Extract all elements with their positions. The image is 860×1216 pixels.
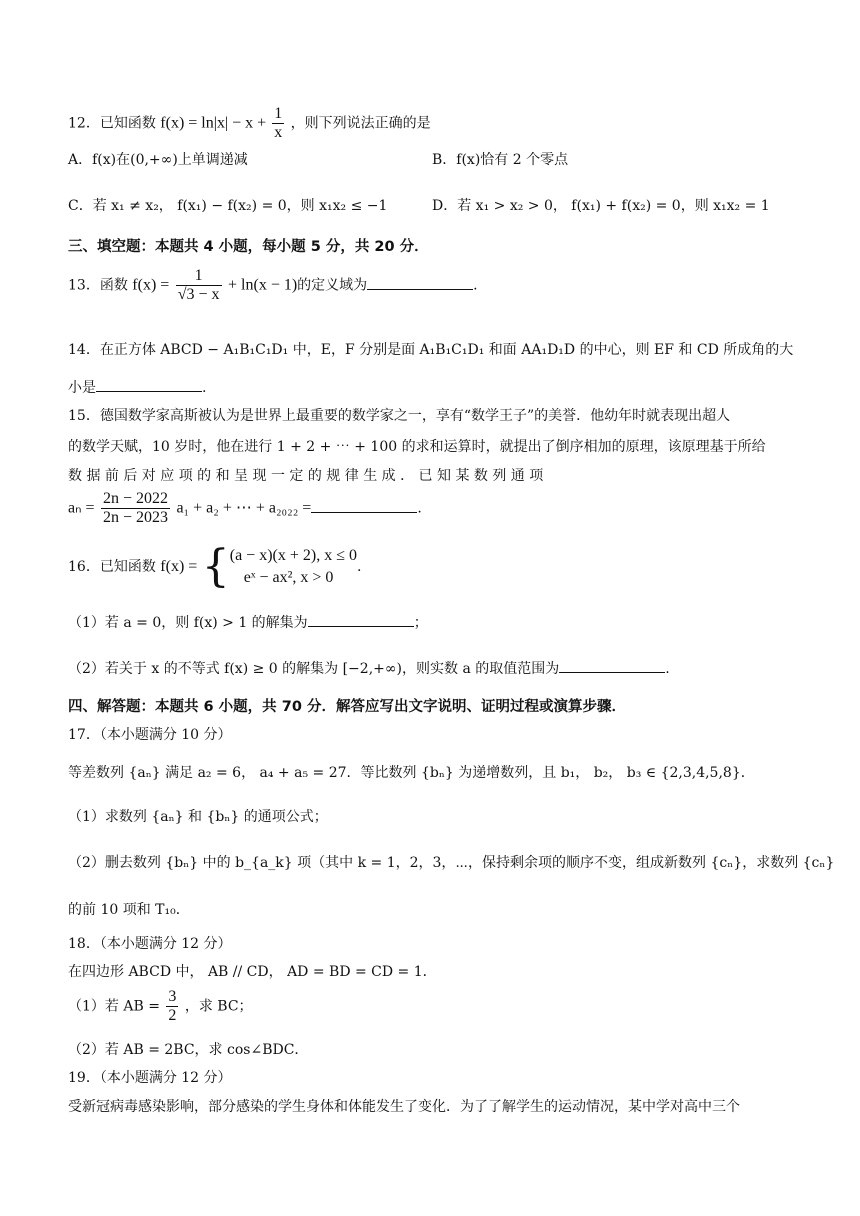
q13-fraction: [176, 267, 222, 304]
q16-part1-blank[interactable]: [308, 612, 414, 627]
q15-end: .: [417, 500, 422, 517]
q15-fraction: [101, 490, 170, 527]
q16-end: .: [357, 559, 362, 575]
q16-piecewise: [230, 545, 357, 589]
q13-pre: 13．函数: [68, 277, 128, 294]
q13-frac-den: √3 − x: [177, 286, 220, 303]
q16-part2-end: .: [665, 661, 670, 677]
q15-sum: a₁ + a₂ + ⋯ + a₂₀₂₂ =: [176, 499, 312, 517]
q16-fx: f(x) =: [160, 558, 198, 575]
q12-frac-num: 1: [274, 105, 283, 122]
q14-line1: 14．在正方体 ABCD − A₁B₁C₁D₁ 中，E，F 分别是面 A₁B₁C₁D₁ 和面 AA₁D₁D 的中心，则 EF 和 CD 所成角的大: [68, 342, 794, 358]
q19-line1: 受新冠病毒感染影响，部分感染的学生身体和体能发生了变化．为了了解学生的运动情况，某中学对高中三个: [68, 1099, 740, 1115]
q18-line1: 在四边形 ABCD 中， AB // CD， AD = BD = CD = 1．: [68, 964, 437, 980]
q13: [68, 267, 478, 304]
q15-formula: [68, 490, 422, 527]
q13-frac-num: 1: [176, 267, 222, 286]
q16-part2-blank[interactable]: [559, 658, 665, 673]
q12-fraction: [272, 105, 284, 142]
q14-answer-blank[interactable]: [96, 377, 202, 392]
q16-piece1: (a − x)(x + 2), x ≤ 0: [229, 547, 357, 564]
q16-part1: [68, 612, 428, 633]
q12-stem-post: ，则下列说法正确的是: [290, 115, 431, 132]
q16-part1-end: ；: [413, 615, 428, 631]
q17-part1: （1）求数列 {aₙ} 和 {bₙ} 的通项公式；: [68, 809, 328, 825]
piecewise-brace: {: [201, 541, 230, 592]
q17-line1: 等差数列 {aₙ} 满足 a₂ = 6， a₄ + a₅ = 27．等比数列 {bₙ} 为递增数列，且 b₁， b₂， b₃ ∈ {2,3,4,5,8}．: [68, 765, 755, 781]
q12-stem: [68, 105, 431, 142]
q13-formula-right: + ln(x − 1): [228, 276, 298, 294]
q16-stem: [68, 543, 361, 591]
q12-frac-den: x: [274, 124, 283, 141]
q13-end: .: [473, 277, 478, 294]
q17-head: 17．（本小题满分 10 分）: [68, 727, 232, 743]
q15-frac-num: 2n − 2022: [102, 490, 168, 507]
q17-part2: （2）删去数列 {bₙ} 中的 b_{a_k} 项（其中 k = 1，2，3，⋯，保持剩余项的顺序不变，组成新数列 {cₙ}，求数列 {cₙ}: [68, 855, 835, 871]
q16-part2-text: （2）若关于 x 的不等式 f(x) ≥ 0 的解集为 [−2,+∞)，则实数 a 的取值范围为: [68, 661, 560, 677]
q18-fraction: [166, 988, 178, 1025]
q14-line2: [68, 377, 206, 398]
section-4-heading: 四、解答题：本题共 6 小题，共 70 分．解答应写出文字说明、证明过程或演算步骤．: [68, 699, 626, 715]
q19-head: 19．（本小题满分 12 分）: [68, 1070, 232, 1086]
q12-option-c: C．若 x₁ ≠ x₂， f(x₁) − f(x₂) = 0，则 x₁x₂ ≤ −1: [68, 198, 388, 214]
q18-part1: [68, 988, 253, 1025]
q15-answer-blank[interactable]: [311, 498, 417, 513]
q15-line3: 数 据 前 后 对 应 项 的 和 呈 现 一 定 的 规 律 生 成 ． 已 知 某 数 列 通 项: [68, 468, 544, 484]
q17-part2b: 的前 10 项和 T₁₀．: [68, 902, 190, 918]
q12-option-d: D．若 x₁ > x₂ > 0， f(x₁) + f(x₂) = 0，则 x₁x₂ = 1: [432, 198, 770, 214]
q16-piece2: eˣ − ax², x > 0: [243, 569, 334, 586]
q16-part1-text: （1）若 a = 0，则 f(x) > 1 的解集为: [68, 615, 308, 631]
q12-stem-formula: f(x) = ln|x| − x +: [160, 114, 271, 132]
q18-frac-num: 3: [168, 988, 177, 1005]
q12-stem-pre: 12．已知函数: [68, 115, 156, 132]
q18-frac-den: 2: [168, 1007, 177, 1024]
q18-part1-post: ，求 BC；: [184, 998, 253, 1015]
q18-part1-pre: （1）若 AB =: [68, 998, 160, 1015]
q16-pre: 16．已知函数: [68, 559, 156, 575]
q12-option-b: B．f(x)恰有 2 个零点: [432, 152, 569, 168]
q13-answer-blank[interactable]: [367, 275, 473, 290]
q15-an: aₙ =: [68, 499, 95, 517]
q18-part2: （2）若 AB = 2BC，求 cos∠BDC．: [68, 1042, 309, 1058]
q13-formula-left: f(x) =: [132, 276, 170, 294]
q14-line2-text: 小是: [68, 380, 96, 396]
q12-option-a: A．f(x)在(0,+∞)上单调递减: [68, 152, 248, 168]
q15-frac-den: 2n − 2023: [102, 509, 168, 526]
q16-part2: [68, 658, 670, 679]
q15-line2: 的数学天赋，10 岁时，他在进行 1 + 2 + ⋯ + 100 的求和运算时，就提出了倒序相加的原理，该原理基于所给: [68, 439, 766, 455]
q15-line1: 15．德国数学家高斯被认为是世界上最重要的数学家之一，享有“数学王子”的美誉．他幼年时就表现出超人: [68, 408, 731, 424]
q14-end: .: [202, 380, 207, 396]
section-3-heading: 三、填空题：本题共 4 小题，每小题 5 分，共 20 分．: [68, 239, 429, 255]
q18-head: 18．（本小题满分 12 分）: [68, 936, 232, 952]
q13-post: 的定义域为: [297, 277, 368, 294]
